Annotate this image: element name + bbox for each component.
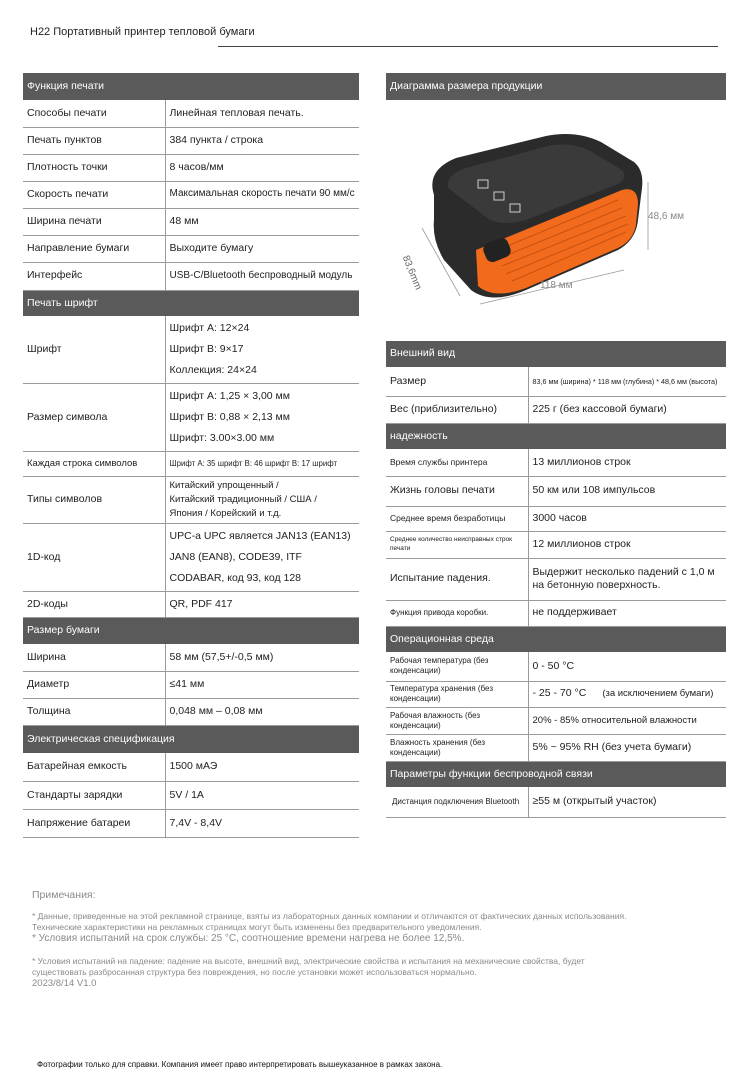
row-label: Способы печати [23,100,165,127]
notes-heading: Примечания: [32,889,96,901]
dim-depth-label: 83,6mm [399,254,424,292]
row-label: Дистанция подключения Bluetooth [386,787,528,817]
row-value: 384 пункта / строка [165,127,359,154]
row-value: Шрифт A: 35 шрифт B: 46 шрифт B: 17 шрифт [165,452,359,477]
document-title: H22 Портативный принтер тепловой бумаги [30,26,255,38]
row-label: Среднее количество неисправных строк печати [386,531,528,558]
notes-date: 2023/8/14 V1.0 [32,978,97,989]
section-paper: Размер бумаги [27,624,100,637]
row-label: Влажность хранения (без конденсации) [386,734,528,761]
row-value: Выходите бумагу [165,235,359,262]
row-value: USB-C/Bluetooth беспроводный модуль [165,262,359,290]
row-value: Линейная тепловая печать. [165,100,359,127]
row-label: Батарейная емкость [23,753,165,782]
title-divider [218,46,718,47]
diagram-header-table [386,73,726,100]
row-label: Шрифт [23,316,165,384]
code1d-value: JAN8 (EAN8), CODE39, ITF [169,551,302,563]
row-value: 58 мм (57,5+/-0,5 мм) [165,644,359,672]
row-label: Стандарты зарядки [23,782,165,810]
row-label: Плотность точки [23,154,165,181]
size-value: Шрифт: 3.00×3.00 мм [169,432,275,444]
row-value: 20% - 85% относительной влажности [528,707,726,734]
row-label: Каждая строка символов [23,452,165,477]
row-label: Ширина [23,644,165,672]
row-value: 12 миллионов строк [528,531,726,558]
row-value: 0 - 50 °C [528,652,726,681]
storage-temp-value: - 25 - 70 °C [532,687,587,700]
font-value: Шрифт B: 9×17 [169,343,244,355]
row-value: Выдержит несколько падений с 1,0 м на бетонную поверхность. [528,558,726,600]
row-label: 1D-код [23,524,165,592]
code1d-value: UPC-a UPC является JAN13 (EAN13) [169,530,351,542]
row-label: Среднее время безработицы [386,506,528,531]
code1d-value: CODABAR, код 93, код 128 [169,572,302,584]
note-line: * Данные, приведенные на этой рекламной странице, взяты из лабораторных данных компании и отличаются от фактических данных использования. [32,911,627,921]
section-wireless: Параметры функции беспроводной связи [390,767,593,780]
row-value: не поддерживает [528,600,726,626]
row-label: Жизнь головы печати [386,476,528,506]
row-label: Печать пунктов [23,127,165,154]
row-label: Время службы принтера [386,449,528,476]
font-value: Коллекция: 24×24 [169,364,257,376]
section-print-function: Функция печати [27,79,105,92]
font-value: Шрифт A: 12×24 [169,322,250,334]
row-value: 225 г (без кассовой бумаги) [528,396,726,423]
right-spec-table [386,341,726,818]
font-values [165,316,359,384]
section-electric: Электрическая спецификация [27,732,175,745]
row-value: 5% ~ 95% RH (без учета бумаги) [528,734,726,761]
dim-width-label: 118 мм [540,280,573,291]
row-label: Напряжение батареи [23,810,165,838]
row-label: Интерфейс [23,262,165,290]
types-values [165,477,359,524]
section-environment: Операционная среда [390,632,494,645]
row-value: Максимальная скорость печати 90 мм/с [165,181,359,208]
left-spec-table [23,73,359,838]
row-label: Диаметр [23,672,165,699]
row-value: ≤41 мм [165,672,359,699]
row-value: 50 км или 108 импульсов [528,476,726,506]
row-label: Размер [386,367,528,396]
row-label: Толщина [23,699,165,726]
row-label: Испытание падения. [386,558,528,600]
row-value: 8 часов/мм [165,154,359,181]
section-diagram: Диаграмма размера продукции [390,79,543,92]
notes-block [32,889,722,989]
row-label: Типы символов [23,477,165,524]
note-line: * Условия испытаний на срок службы: 25 °C, соотношение времени нагрева не более 12,5%. [32,933,465,944]
row-label: Ширина печати [23,208,165,235]
size-value: Шрифт A: 1,25 × 3,00 мм [169,390,290,402]
row-label: Вес (приблизительно) [386,396,528,423]
row-label: Температура хранения (без конденсации) [386,681,528,707]
row-label: Функция привода коробки. [386,600,528,626]
row-value [528,681,726,707]
section-font: Печать шрифт [27,296,98,309]
row-value: 0,048 мм – 0,08 мм [165,699,359,726]
row-value: 48 мм [165,208,359,235]
product-diagram [386,100,726,325]
row-value: 7,4V - 8,4V [165,810,359,838]
size-value: Шрифт B: 0,88 × 2,13 мм [169,411,290,423]
section-appearance: Внешний вид [390,347,456,360]
note-line: Технические характеристики на рекламных страницах могут быть изменены без предварительного уведомления. [32,922,482,932]
row-value: 3000 часов [528,506,726,531]
size-values [165,384,359,452]
storage-temp-note: (за исключением бумаги) [602,688,714,700]
types-value: Япония / Корейский и т.д. [169,508,282,519]
row-value: 1500 мАЭ [165,753,359,782]
row-label: Направление бумаги [23,235,165,262]
types-value: Китайский упрощенный / [169,480,279,491]
note-line: существовать разбросанная структура без повреждения, но после установки может использоваться нормально. [32,967,477,977]
code1d-values [165,524,359,592]
row-value: QR, PDF 417 [165,592,359,618]
row-label: Размер символа [23,384,165,452]
row-value: ≥55 м (открытый участок) [528,787,726,817]
row-value: 13 миллионов строк [528,449,726,476]
footer-disclaimer: Фотографии только для справки. Компания имеет право интерпретировать вышеуказанное в рамках закона. [37,1060,443,1069]
row-label: Скорость печати [23,181,165,208]
note-line: * Условия испытаний на падение: падение на высоте, внешний вид, электрические свойства и испытания на механические свойства, будет [32,956,585,966]
row-value: 83,6 мм (ширина) * 118 мм (глубина) * 48,6 мм (высота) [528,367,726,396]
section-reliability: надежность [390,429,448,442]
types-value: Китайский традиционный / США / [169,494,317,505]
row-value: 5V / 1A [165,782,359,810]
row-label: Рабочая температура (без конденсации) [386,652,528,681]
row-label: Рабочая влажность (без конденсации) [386,707,528,734]
dim-height-label: 48,6 мм [648,211,684,222]
row-label: 2D-коды [23,592,165,618]
